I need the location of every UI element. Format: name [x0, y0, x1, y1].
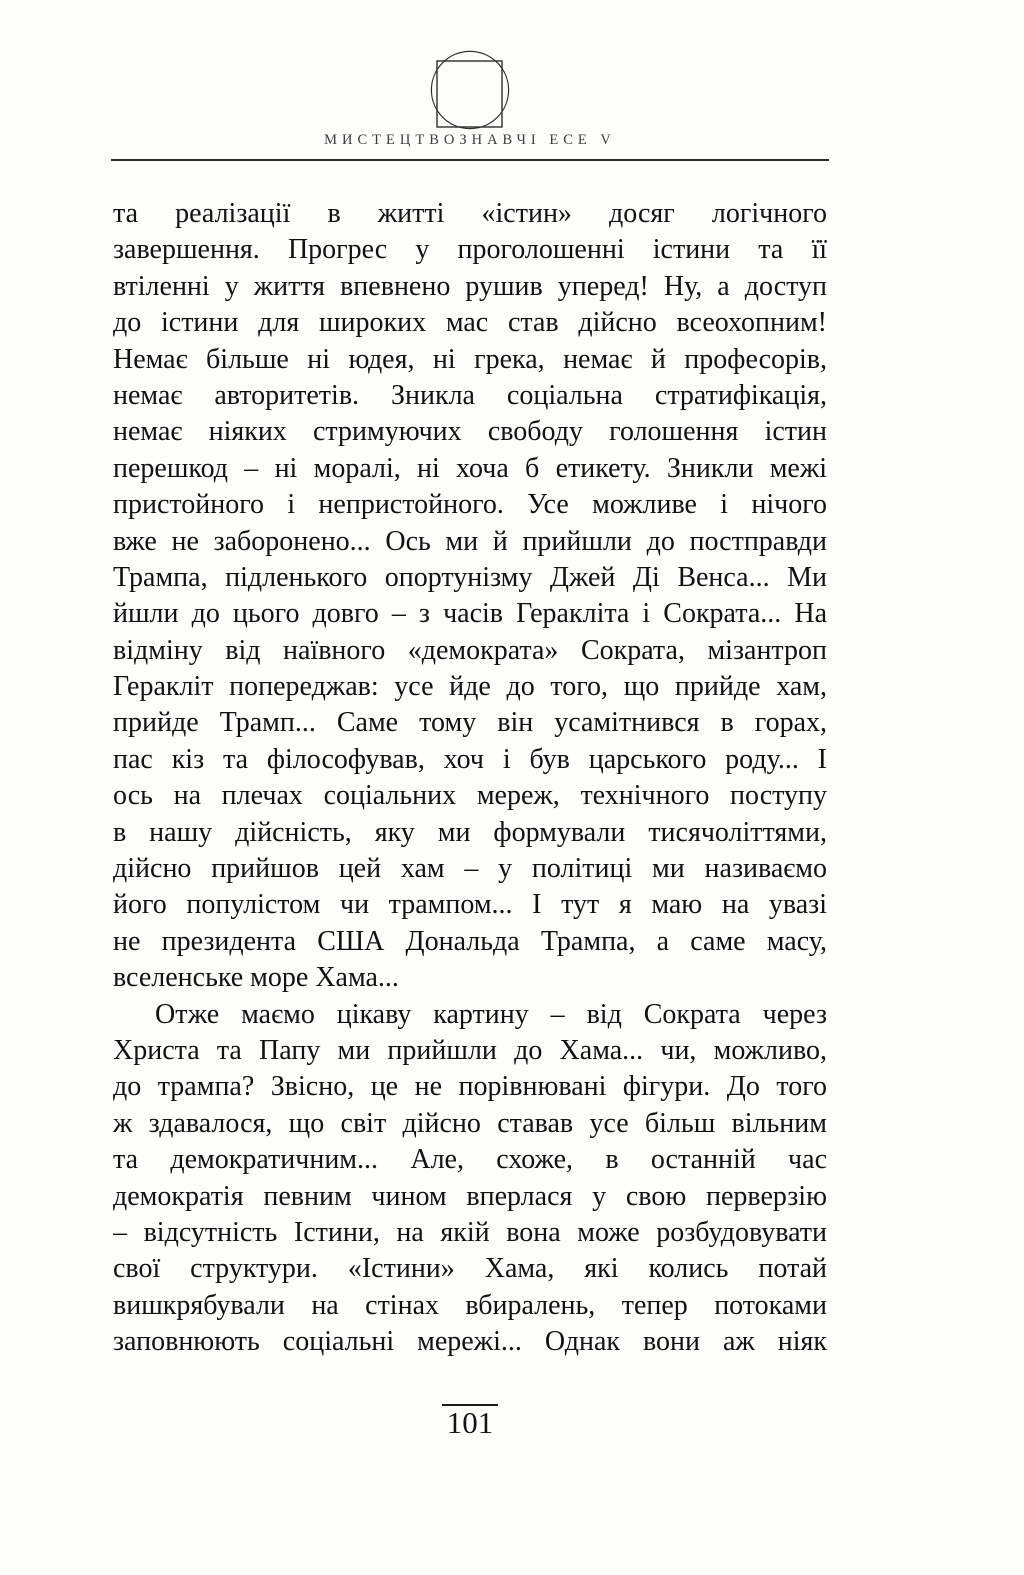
text-line: дійсно прийшов цей хам – у політиці ми називаємо — [113, 853, 827, 885]
publisher-logo-icon — [113, 50, 827, 135]
text-line: йшли до цього довго – з часів Геракліта і Сократа... На — [113, 598, 827, 630]
text-line: та реалізації в житті «істин» досяг логічного — [113, 198, 827, 229]
text-line: не президента США Дональда Трампа, а саме масу, — [113, 925, 827, 957]
text-line: Геракліт попереджав: усе йде до того, що прийде хам, — [113, 671, 827, 703]
text-line: – відсутність Істини, на якій вона може розбудовувати — [113, 1216, 827, 1248]
text-line: прийде Трамп... Саме тому він усамітнився в горах, — [113, 707, 827, 739]
circle-square-emblem-icon — [430, 50, 510, 130]
page-footer — [113, 1404, 827, 1440]
text-line-paragraph-start: Отже маємо цікаву картину – від Сократа через — [155, 998, 827, 1030]
text-line: ось на плечах соціальних мереж, технічного поступу — [113, 780, 827, 812]
text-line: Христа та Папу ми прийшли до Хама... чи, можливо, — [113, 1034, 827, 1066]
page-number: 101 — [442, 1404, 499, 1440]
text-line: немає ніяких стримуючих свободу голошення істин — [113, 416, 827, 448]
text-line: та демократичним... Але, схоже, в останній час — [113, 1144, 827, 1176]
running-head-title: МИСТЕЦТВОЗНАВЧІ ЕСЕ V — [324, 132, 616, 148]
text-line: в нашу дійсність, яку ми формували тисячоліттями, — [113, 816, 827, 848]
text-line: відміну від наївного «демократа» Сократа, мізантроп — [113, 634, 827, 666]
text-line: втіленні у життя впевнено рушив уперед! Ну, а доступ — [113, 270, 827, 302]
content-column — [113, 0, 827, 1575]
text-line: завершення. Прогрес у проголошенні істини та її — [113, 234, 827, 266]
body-text — [113, 196, 827, 1361]
text-line: заповнюють соціальні мережі... Однак вони аж ніяк — [113, 1326, 827, 1358]
text-line: до істини для широких мас став дійсно всеохопним! — [113, 307, 827, 339]
text-line: вишкрябували на стінах вбиралень, тепер потоками — [113, 1289, 827, 1321]
text-line: вже не заборонено... Ось ми й прийшли до постправди — [113, 525, 827, 557]
text-line: його популістом чи трампом... І тут я маю на увазі — [113, 889, 827, 921]
text-line: демократія певним чином вперлася у свою перверзію — [113, 1180, 827, 1212]
text-line: свої структури. «Істини» Хама, які колись потай — [113, 1253, 827, 1285]
header-rule-divider — [111, 159, 829, 161]
text-line-paragraph-end: вселенське море Хама... — [113, 962, 399, 994]
text-line: до трампа? Звісно, це не порівнювані фігури. До того — [113, 1071, 827, 1103]
text-line: пристойного і непристойного. Усе можливе і нічого — [113, 489, 827, 521]
text-line: Трампа, підленького опортунізму Джей Ді Венса... Ми — [113, 561, 827, 593]
text-line: ж здавалося, що світ дійсно ставав усе більш вільним — [113, 1107, 827, 1139]
text-line: перешкод – ні моралі, ні хоча б етикету. Зникли межі — [113, 452, 827, 484]
text-line: Немає більше ні юдея, ні грека, немає й професорів, — [113, 343, 827, 375]
text-line: пас кіз та філософував, хоч і був царського роду... І — [113, 743, 827, 775]
text-line: немає авторитетів. Зникла соціальна стратифікація, — [113, 379, 827, 411]
